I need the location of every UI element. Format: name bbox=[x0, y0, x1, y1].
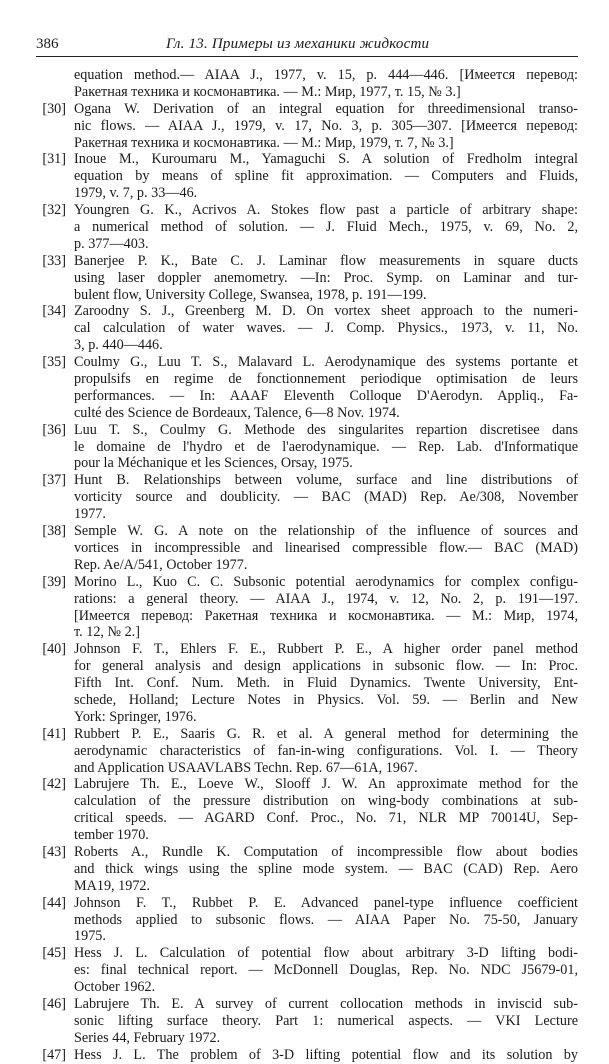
reference-line: es: final technical report. — McDonnell Douglas, Rep. No. NDC J5679-01, bbox=[74, 962, 578, 979]
reference-line: Johnson F. T., Rubbet P. E. Advanced panel-type influence coefficient bbox=[74, 894, 578, 911]
reference-number: [41] bbox=[42, 725, 66, 742]
reference-line: equation by means of spline fit approximation. — Computers and Fluids, bbox=[74, 168, 578, 185]
reference-line: Fifth Int. Conf. Num. Meth. in Fluid Dynamics. Twente University, Ent- bbox=[74, 675, 578, 692]
reference-number: [30] bbox=[42, 100, 66, 117]
reference-entry bbox=[30, 844, 578, 895]
reference-entry bbox=[30, 726, 578, 777]
reference-line: Ракетная техника и космонавтика. — М.: Мир, 1979, т. 7, № 3.] bbox=[74, 134, 454, 151]
reference-line: pour la Méchanique et les Sciences, Orsay, 1975. bbox=[74, 455, 353, 472]
page-header bbox=[36, 34, 578, 57]
reference-line: York: Springer, 1976. bbox=[74, 708, 197, 725]
reference-line: October 1962. bbox=[74, 979, 156, 996]
reference-number: [37] bbox=[42, 472, 66, 489]
reference-line: т. 12, № 2.] bbox=[74, 624, 140, 641]
reference-line: Semple W. G. A note on the relationship of the influence of sources and bbox=[74, 523, 578, 540]
reference-line: critical speeds. — AGARD Conf. Proc., No. 71, NLR MP 70014U, Sep- bbox=[74, 810, 578, 827]
reference-line: Roberts A., Rundle K. Computation of incompressible flow about bodies bbox=[74, 843, 578, 860]
reference-line: Johnson F. T., Ehlers F. E., Rubbert P. E., A higher order panel method bbox=[74, 641, 578, 658]
reference-number: [38] bbox=[42, 523, 66, 540]
reference-number: [47] bbox=[42, 1046, 66, 1063]
reference-line: MA19, 1972. bbox=[74, 877, 151, 894]
reference-line: a numerical method of solution. — J. Fluid Mech., 1975, v. 69, No. 2, bbox=[74, 219, 578, 236]
reference-entry bbox=[30, 1047, 578, 1064]
reference-line: Zaroodny S. J., Greenberg M. D. On vortex sheet approach to the numeri- bbox=[74, 303, 578, 320]
reference-entry bbox=[30, 303, 578, 354]
reference-line: and thick wings using the spline mode system. — BAC (CAD) Rep. Aero bbox=[74, 860, 578, 877]
reference-line: vorticity source and doublicity. — BAC (MAD) Rep. Ae/308, November bbox=[74, 489, 578, 506]
reference-entry bbox=[30, 422, 578, 473]
reference-entry bbox=[30, 776, 578, 844]
reference-number: [46] bbox=[42, 995, 66, 1012]
reference-line: [Имеется перевод: Ракетная техника и космонавтика. — М.: Мир, 1974, bbox=[74, 607, 578, 624]
reference-line: methods applied to subsonic flows. — AIAA Paper No. 75-50, January bbox=[74, 911, 578, 928]
reference-line: Labrujere Th. E. A survey of current collocation methods in inviscid sub- bbox=[74, 995, 578, 1012]
running-title: Гл. 13. Примеры из механики жидкости bbox=[166, 36, 430, 52]
reference-entry bbox=[30, 523, 578, 574]
reference-line: Banerjee P. K., Bate C. J. Laminar flow measurements in square ducts bbox=[74, 252, 578, 269]
reference-line: Luu T. S., Coulmy G. Methode des singularites repartion discretisee dans bbox=[74, 421, 578, 438]
reference-line: sonic lifting surface theory. Part 1: numerical aspects. — VKI Lecture bbox=[74, 1012, 578, 1029]
reference-number: [33] bbox=[42, 252, 66, 269]
reference-entry bbox=[30, 151, 578, 202]
reference-list bbox=[30, 67, 578, 1064]
reference-line: nic flows. — AIAA J., 1979, v. 17, No. 3, p. 305—307. [Имеется перевод: bbox=[74, 117, 578, 134]
reference-number: [40] bbox=[42, 641, 66, 658]
reference-line: for general analysis and design applications in subsonic flow. — In: Proc. bbox=[74, 658, 578, 675]
reference-entry bbox=[30, 945, 578, 996]
reference-line: Hess J. L. The problem of 3-D lifting potential flow and its solution by bbox=[74, 1046, 578, 1063]
reference-line: vortices in incompressible and linearised compressible flow.— BAC (MAD) bbox=[74, 539, 578, 556]
reference-number: [31] bbox=[42, 151, 66, 168]
reference-line: Series 44, February 1972. bbox=[74, 1029, 221, 1046]
reference-line: Coulmy G., Luu T. S., Malavard L. Aerodynamique des systems portante et bbox=[74, 354, 578, 371]
reference-number: [34] bbox=[42, 303, 66, 320]
reference-line: 1979, v. 7, p. 33—46. bbox=[74, 185, 198, 202]
reference-line: cal calculation of water waves. — J. Comp. Physics., 1973, v. 11, No. bbox=[74, 320, 578, 337]
reference-number: [36] bbox=[42, 421, 66, 438]
reference-line: calculation of the pressure distribution on wing-body combinations at sub- bbox=[74, 793, 578, 810]
reference-line: Ogana W. Derivation of an integral equation for threedimensional transo- bbox=[74, 100, 578, 117]
reference-line: 1977. bbox=[74, 506, 106, 523]
reference-line: 1975. bbox=[74, 928, 106, 945]
reference-line: performances. — In: AAAF Eleventh Colloque D'Aerodyn. Appliq., Fa- bbox=[74, 387, 578, 404]
reference-entry bbox=[30, 472, 578, 523]
reference-line: using laser doppler anemometry. —In: Proc. Symp. on Laminar and tur- bbox=[74, 269, 578, 286]
reference-line: rations: a general theory. — AIAA J., 1974, v. 12, No. 2, p. 191—197. bbox=[74, 590, 578, 607]
reference-line: p. 377—403. bbox=[74, 235, 149, 252]
reference-number: [32] bbox=[42, 202, 66, 219]
reference-entry bbox=[30, 202, 578, 253]
reference-entry bbox=[30, 574, 578, 642]
reference-entry bbox=[30, 895, 578, 946]
reference-line: bulent flow, University College, Swansea, 1978, p. 191—199. bbox=[74, 286, 427, 303]
page-number: 386 bbox=[36, 36, 59, 52]
reference-line: Rubbert P. E., Saaris G. R. et al. A general method for determining the bbox=[74, 725, 578, 742]
reference-entry bbox=[30, 253, 578, 304]
reference-number: [43] bbox=[42, 843, 66, 860]
reference-entry bbox=[30, 67, 578, 101]
reference-line: aerodynamic characteristics of fan-in-wing configurations. Vol. I. — Theory bbox=[74, 742, 578, 759]
reference-line: 3, p. 440—446. bbox=[74, 337, 163, 354]
reference-line: Youngren G. K., Acrivos A. Stokes flow past a particle of arbitrary shape: bbox=[74, 202, 578, 219]
reference-number: [39] bbox=[42, 573, 66, 590]
reference-line: and Application USAAVLABS Techn. Rep. 67—61A, 1967. bbox=[74, 759, 418, 776]
reference-line: le domaine de l'hydro et de l'aerodynamique. — Rep. Lab. d'Informatique bbox=[74, 438, 578, 455]
reference-line: Inoue M., Kuroumaru M., Yamaguchi S. A solution of Fredholm integral bbox=[74, 151, 578, 168]
reference-number: [45] bbox=[42, 945, 66, 962]
reference-number: [42] bbox=[42, 776, 66, 793]
reference-line: equation method.— AIAA J., 1977, v. 15, p. 444—446. [Имеется перевод: bbox=[74, 67, 578, 83]
reference-entry bbox=[30, 101, 578, 152]
reference-entry bbox=[30, 354, 578, 422]
reference-line: schede, Holland; Lecture Notes in Physics. Vol. 59. — Berlin and New bbox=[74, 691, 578, 708]
reference-number: [44] bbox=[42, 894, 66, 911]
reference-line: Labrujere Th. E., Loeve W., Slooff J. W. An approximate method for the bbox=[74, 776, 578, 793]
reference-line: propulsifs en regime de fonctionnement periodique optimisation de leurs bbox=[74, 371, 578, 388]
reference-line: Ракетная техника и космонавтика. — М.: Мир, 1977, т. 15, № 3.] bbox=[74, 83, 461, 100]
reference-line: Rep. Ae/A/541, October 1977. bbox=[74, 556, 248, 573]
reference-number: [35] bbox=[42, 354, 66, 371]
reference-line: culté des Science de Bordeaux, Talence, 6—8 Nov. 1974. bbox=[74, 404, 400, 421]
reference-line: Morino L., Kuo C. C. Subsonic potential aerodynamics for complex configu- bbox=[74, 573, 578, 590]
reference-line: tember 1970. bbox=[74, 827, 149, 844]
reference-entry bbox=[30, 641, 578, 725]
reference-line: Hunt B. Relationships between volume, surface and line distributions of bbox=[74, 472, 578, 489]
reference-line: Hess J. L. Calculation of potential flow about arbitrary 3-D lifting bodi- bbox=[74, 945, 578, 962]
reference-entry bbox=[30, 996, 578, 1047]
